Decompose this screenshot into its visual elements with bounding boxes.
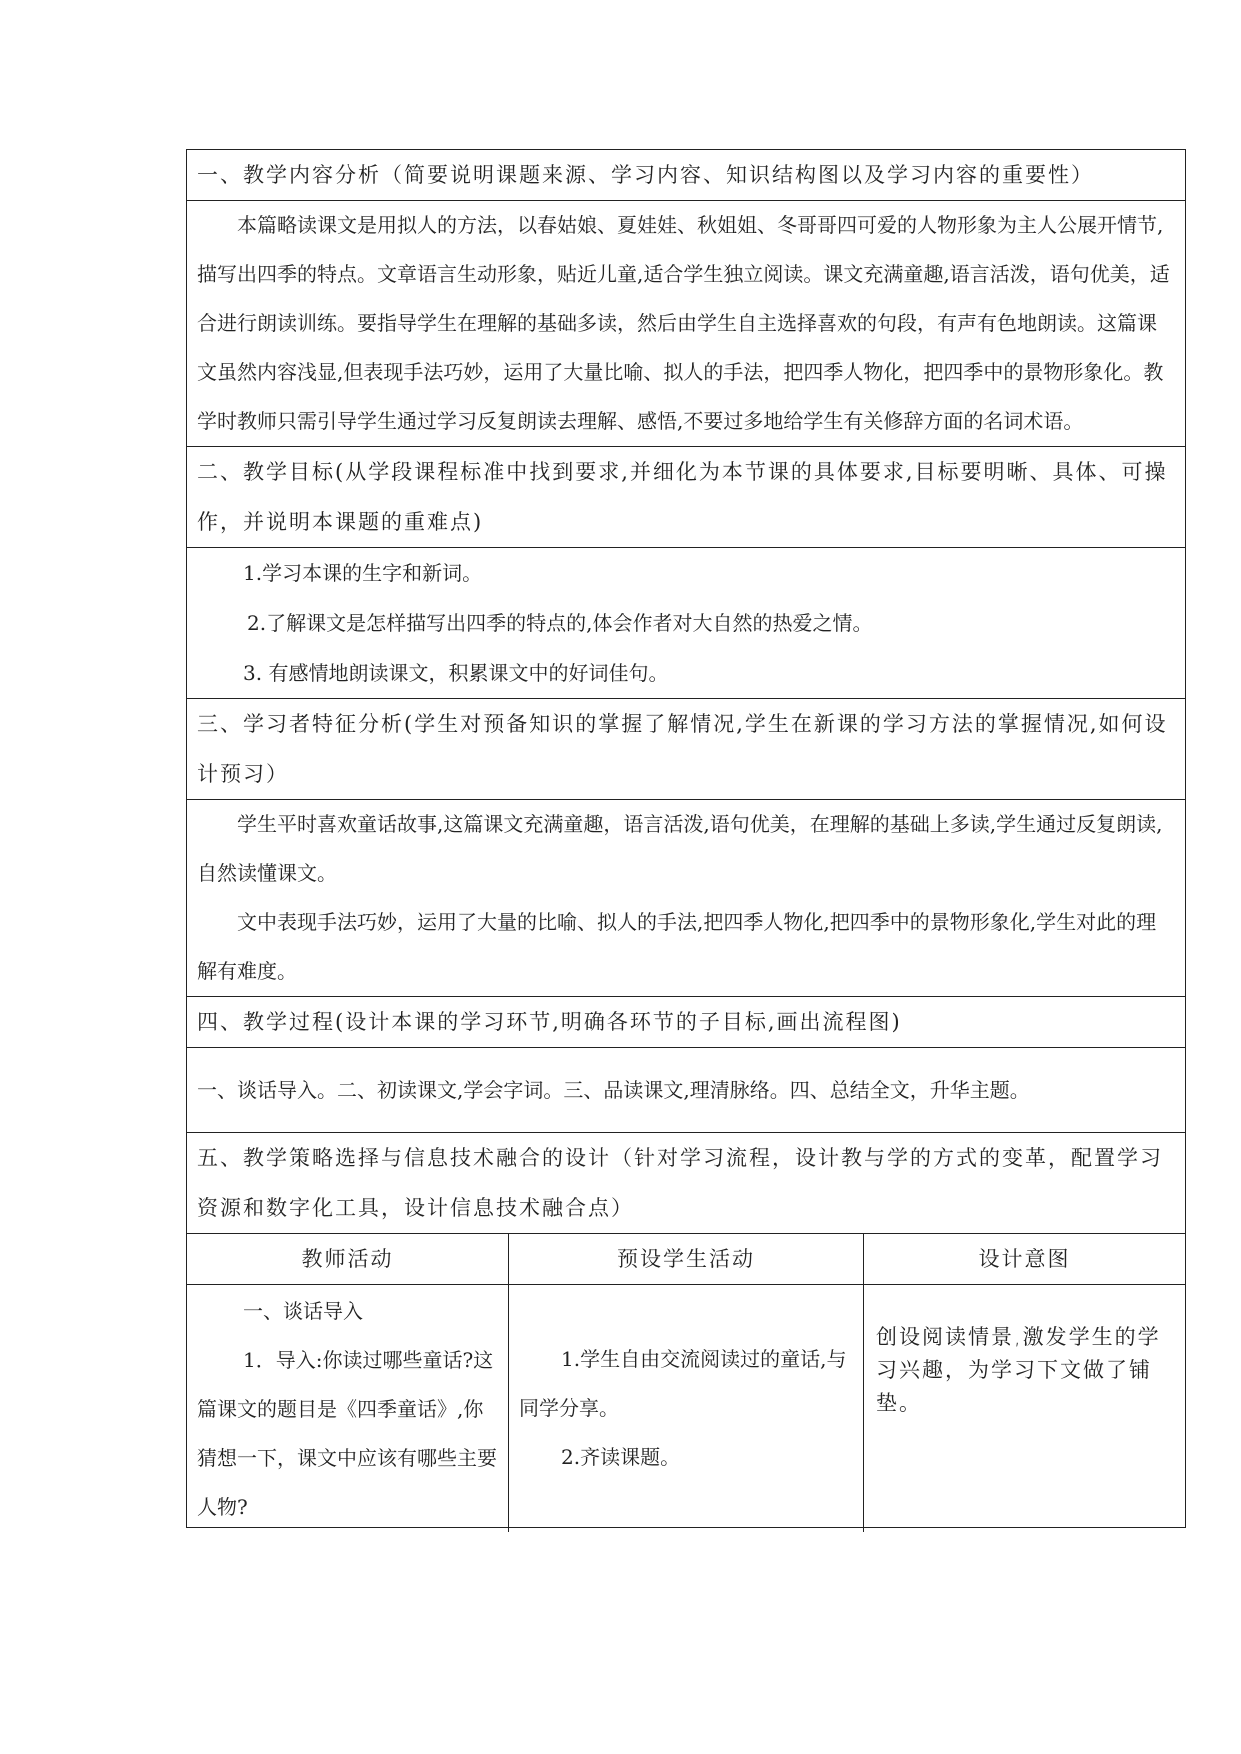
- learners-paragraph: 文中表现手法巧妙，运用了大量的比喻、拟人的手法,把四季人物化,把四季中的景物形象化,学生对此的理解有难度。: [197, 910, 1157, 983]
- goal-item: 1.学习本课的生字和新词。: [243, 561, 483, 585]
- process-heading: 四、教学过程(设计本课的学习环节,明确各环节的子目标,画出流程图): [186, 996, 1186, 1047]
- learners-body: [186, 799, 1186, 996]
- table-row: [187, 1285, 1185, 1527]
- analysis-body: [186, 200, 1186, 446]
- goal-item: 2.了解课文是怎样描写出四季的特点的,体会作者对大自然的热爱之情。: [247, 611, 873, 635]
- design-intent-cell: 创设阅读情景,激发学生的学习兴趣，为学习下文做了铺垫。: [876, 1325, 1161, 1415]
- column-header-intent: 设计意图: [864, 1234, 1185, 1285]
- student-activity-cell: [509, 1285, 864, 1532]
- lesson-plan-table: [186, 149, 1186, 1528]
- learners-heading: 三、学习者特征分析(学生对预备知识的掌握了解情况,学生在新课的学习方法的掌握情况,如何设计预习）: [186, 698, 1186, 799]
- teacher-activity-title: 一、谈话导入: [243, 1299, 363, 1323]
- teacher-activity-cell: [187, 1285, 509, 1532]
- goal-item: 3. 有感情地朗读课文，积累课文中的好词佳句。: [243, 661, 669, 685]
- teacher-activity-text: 1．导入:你读过哪些童话?这篇课文的题目是《四季童话》,你猜想一下，课文中应该有哪些主要人物?: [197, 1348, 497, 1519]
- strategy-heading: 五、教学策略选择与信息技术融合的设计（针对学习流程，设计教与学的方式的变革，配置学习资源和数字化工具，设计信息技术融合点）: [186, 1132, 1186, 1233]
- analysis-paragraph: 本篇略读课文是用拟人的方法，以春姑娘、夏娃娃、秋姐姐、冬哥哥四可爱的人物形象为主人公展开情节,描写出四季的特点。文章语言生动形象，贴近儿童,适合学生独立阅读。课文充满童趣,语言活泼，语句优美，适合进行朗读训练。要指导学生在理解的基础多读，然后由学生自主选择喜欢的句段，有声有色地朗读。这篇课文虽然内容浅显,但表现手法巧妙，运用了大量比喻、拟人的手法，把四季人物化，把四季中的景物形象化。教学时教师只需引导学生通过学习反复朗读去理解、感悟,不要过多地给学生有关修辞方面的名词术语。: [197, 213, 1170, 433]
- student-activity-item: 2.齐读课题。: [561, 1445, 681, 1469]
- goals-heading: 二、教学目标(从学段课程标准中找到要求,并细化为本节课的具体要求,目标要明晰、具体、可操作，并说明本课题的重难点): [186, 446, 1186, 547]
- learners-paragraph: 学生平时喜欢童话故事,这篇课文充满童趣，语言活泼,语句优美，在理解的基础上多读,学生通过反复朗读,自然读懂课文。: [197, 812, 1163, 885]
- goals-list: [186, 547, 1186, 698]
- column-header-teacher: 教师活动: [187, 1234, 509, 1285]
- column-header-student: 预设学生活动: [509, 1234, 864, 1285]
- analysis-heading: 一、教学内容分析（简要说明课题来源、学习内容、知识结构图以及学习内容的重要性）: [186, 149, 1186, 200]
- student-activity-item: 1.学生自由交流阅读过的童话,与同学分享。: [519, 1347, 847, 1420]
- strategy-table: [186, 1233, 1186, 1528]
- process-flow: 一、谈话导入。二、初读课文,学会字词。三、品读课文,理清脉络。四、总结全文，升华主题。: [186, 1047, 1186, 1132]
